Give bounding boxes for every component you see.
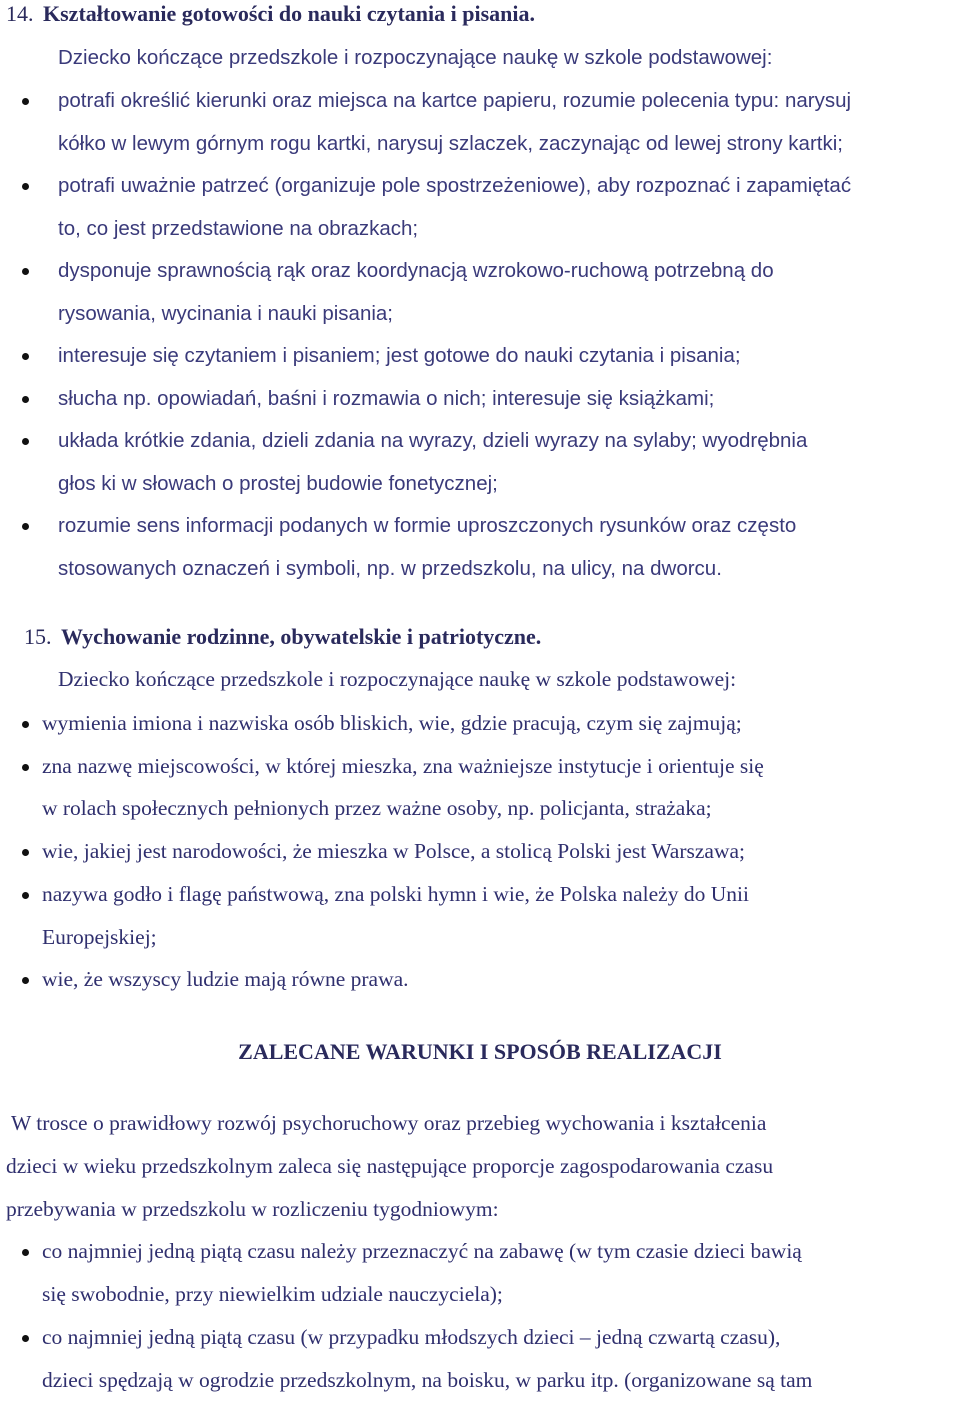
list-item-line: wie, jakiej jest narodowości, że mieszka w Polsce, a stolicą Polski jest Warszawa; [42,839,746,864]
bullet-icon [22,396,29,403]
list-item-line: wymienia imiona i nazwiska osób bliskich, wie, gdzie pracują, czym się zajmują; [42,711,742,735]
bullet-icon [22,98,29,105]
recommendations-title: ZALECANE WARUNKI I SPOSÓB REALIZACJI [238,1039,722,1064]
recommendations-list [42,1230,957,1402]
section-14-list [58,80,958,590]
list-item [42,873,942,958]
list-item [58,378,958,421]
list-item-line: się swobodnie, przy niewielkim udziale nauczyciela); [42,1282,503,1306]
bullet-icon [22,268,29,275]
paragraph-line: przebywania w przedszkolu w rozliczeniu tygodniowym: [6,1197,499,1221]
list-item-line: co najmniej jedną piątą czasu należy przeznaczyć na zabawę (w tym czasie dzieci bawią [42,1239,802,1263]
list-item [42,830,942,873]
section-number: 15. [24,624,52,649]
section-number: 14. [6,1,34,26]
recommendations-paragraph [6,1102,956,1231]
list-item-line: Europejskiej; [42,924,157,949]
bullet-icon [22,353,29,360]
list-item-line: dzieci spędzają w ogrodzie przedszkolnym, na boisku, w parku itp. (organizowane są tam [42,1368,813,1392]
list-item-line: potrafi określić kierunki oraz miejsca na kartce papieru, rozumie polecenia typu: narysuj [58,89,852,112]
list-item-line: dysponuje sprawnością rąk oraz koordynacją wzrokowo-ruchową potrzebną do [58,259,774,282]
bullet-icon [22,1335,29,1342]
list-item [42,1316,957,1402]
list-item-line: układa krótkie zdania, dzieli zdania na wyrazy, dzieli wyrazy na sylaby; wyodrębnia [58,429,808,452]
list-item-line: kółko w lewym górnym rogu kartki, narysuj szlaczek, zaczynając od lewej strony kartki; [58,131,843,155]
bullet-icon [22,849,29,856]
list-item-line: nazywa godło i flagę państwową, zna polski hymn i wie, że Polska należy do Unii [42,881,749,906]
list-item-line: interesuje się czytaniem i pisaniem; jest gotowe do nauki czytania i pisania; [58,344,741,367]
section-14-heading [6,0,535,28]
list-item [58,80,958,165]
list-item [42,958,942,1001]
bullet-icon [22,892,29,899]
section-15-list [42,702,942,1001]
section-title: Wychowanie rodzinne, obywatelskie i patriotyczne. [61,624,542,649]
paragraph-line: W trosce o prawidłowy rozwój psychoruchowy oraz przebieg wychowania i kształcenia [6,1111,767,1135]
list-item [42,745,942,830]
list-item [58,335,958,378]
section-15-heading [24,623,541,651]
list-item [58,165,958,250]
list-item [58,505,958,590]
list-item [58,250,958,335]
list-item-line: słucha np. opowiadań, baśni i rozmawia o nich; interesuje się książkami; [58,386,715,410]
list-item-line: głos ki w słowach o prostej budowie fonetycznej; [58,471,498,495]
bullet-icon [22,523,29,530]
list-item-line: to, co jest przedstawione na obrazkach; [58,216,419,240]
bullet-icon [22,438,29,445]
list-item-line: wie, że wszyscy ludzie mają równe prawa. [42,967,409,992]
list-item [58,420,958,505]
bullet-icon [22,977,29,984]
section-title: Kształtowanie gotowości do nauki czytania i pisania. [43,1,535,26]
list-item-line: zna nazwę miejscowości, w której mieszka, zna ważniejsze instytucje i orientuje się [42,753,764,778]
paragraph-line: dzieci w wieku przedszkolnym zaleca się następujące proporcje zagospodarowania czasu [6,1154,774,1178]
section-14-intro: Dziecko kończące przedszkole i rozpoczynające naukę w szkole podstawowej: [58,46,773,69]
list-item [42,1230,957,1316]
list-item-line: w rolach społecznych pełnionych przez ważne osoby, np. policjanta, strażaka; [42,796,712,821]
bullet-icon [22,1249,29,1256]
list-item [42,702,942,745]
list-item-line: potrafi uważnie patrzeć (organizuje pole spostrzeżeniowe), aby rozpoznać i zapamiętać [58,174,852,197]
section-15-intro: Dziecko kończące przedszkole i rozpoczynające naukę w szkole podstawowej: [58,667,737,691]
list-item-line: stosowanych oznaczeń i symboli, np. w przedszkolu, na ulicy, na dworcu. [58,556,722,580]
bullet-icon [22,764,29,771]
list-item-line: rysowania, wycinania i nauki pisania; [58,301,394,325]
list-item-line: rozumie sens informacji podanych w formie uproszczonych rysunków oraz często [58,514,797,537]
bullet-icon [22,183,29,190]
list-item-line: co najmniej jedną piątą czasu (w przypadku młodszych dzieci – jedną czwartą czasu), [42,1325,781,1349]
bullet-icon [22,721,29,728]
